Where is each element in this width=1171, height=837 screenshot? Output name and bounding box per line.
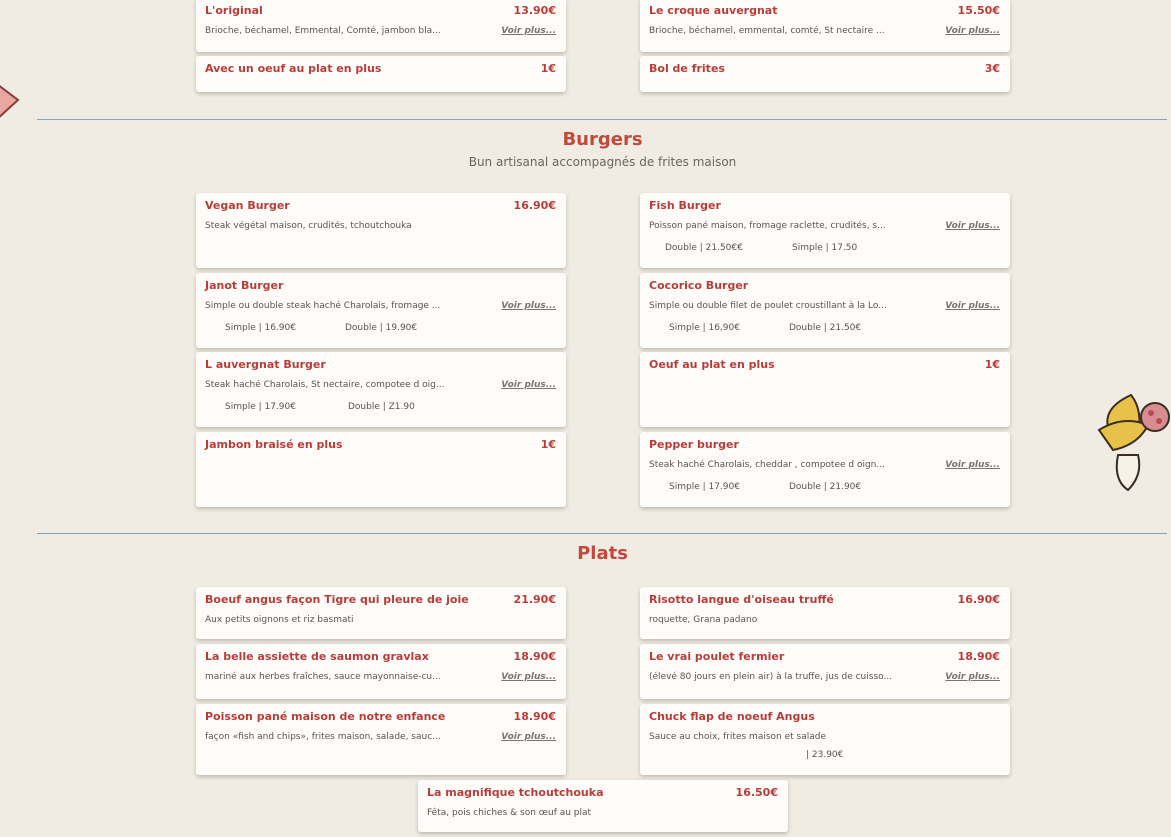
item-description: Steak végétal maison, crudités, tchoutchouka bbox=[205, 221, 412, 231]
voir-plus-link[interactable]: Voir plus... bbox=[501, 732, 556, 742]
price-option-double[interactable]: Double | 19.90€ bbox=[345, 323, 418, 333]
menu-item-card[interactable] bbox=[640, 644, 1010, 699]
voir-plus-link[interactable]: Voir plus... bbox=[945, 672, 1000, 682]
price-option-double[interactable]: Double | Z1.90 bbox=[348, 402, 415, 412]
menu-item-card[interactable] bbox=[196, 704, 566, 775]
price-option-double[interactable]: Double | 21.90€ bbox=[789, 482, 862, 492]
section-divider bbox=[37, 119, 1167, 120]
item-price: 16.90€ bbox=[957, 593, 1000, 606]
item-description: Poisson pané maison, fromage raclette, crudités, s... bbox=[649, 221, 886, 231]
item-name: L auvergnat Burger bbox=[205, 358, 326, 371]
menu-item-card[interactable] bbox=[640, 193, 1010, 268]
menu-item-card[interactable] bbox=[196, 273, 566, 348]
item-price: 18.90€ bbox=[513, 710, 556, 723]
voir-plus-link[interactable]: Voir plus... bbox=[945, 221, 1000, 231]
menu-item-card[interactable] bbox=[196, 352, 566, 427]
item-name: Pepper burger bbox=[649, 438, 739, 451]
section-divider bbox=[37, 533, 1167, 534]
menu-item-card[interactable] bbox=[640, 587, 1010, 639]
item-description: Aux petits oignons et riz basmati bbox=[205, 615, 354, 625]
item-name: Le vrai poulet fermier bbox=[649, 650, 785, 663]
menu-item-card[interactable] bbox=[640, 704, 1010, 775]
price-option[interactable]: | 23.90€ bbox=[806, 750, 844, 760]
item-price: 18.90€ bbox=[957, 650, 1000, 663]
item-price: 1€ bbox=[984, 358, 1000, 371]
menu-item-card[interactable] bbox=[640, 56, 1010, 92]
item-name: Poisson pané maison de notre enfance bbox=[205, 710, 446, 723]
section-title-plats: Plats bbox=[577, 543, 628, 564]
item-name: Fish Burger bbox=[649, 199, 721, 212]
item-name: Chuck flap de noeuf Angus bbox=[649, 710, 815, 723]
menu-item-card[interactable] bbox=[196, 193, 566, 268]
item-price: 21.90€ bbox=[513, 593, 556, 606]
item-price: 1€ bbox=[540, 438, 556, 451]
item-price: 18.90€ bbox=[513, 650, 556, 663]
voir-plus-link[interactable]: Voir plus... bbox=[501, 672, 556, 682]
item-name: La belle assiette de saumon gravlax bbox=[205, 650, 429, 663]
voir-plus-link[interactable]: Voir plus... bbox=[945, 26, 1000, 36]
item-description: Fêta, pois chiches & son œuf au plat bbox=[427, 808, 592, 818]
item-description: (élevé 80 jours en plein air) à la truffe, jus de cuisso... bbox=[649, 672, 893, 682]
item-name: L'original bbox=[205, 4, 263, 17]
menu-item-card[interactable] bbox=[196, 644, 566, 699]
voir-plus-link[interactable]: Voir plus... bbox=[501, 26, 556, 36]
item-name: Oeuf au plat en plus bbox=[649, 358, 775, 371]
item-description: Simple ou double steak haché Charolais, fromage ... bbox=[205, 301, 441, 311]
item-description: Steak haché Charolais, cheddar , compotee d oign... bbox=[649, 460, 885, 470]
item-name: Avec un oeuf au plat en plus bbox=[205, 62, 382, 75]
item-description: mariné aux herbes fraîches, sauce mayonnaise-cu... bbox=[205, 672, 441, 682]
item-description: Simple ou double filet de poulet croustillant à la Lo... bbox=[649, 301, 887, 311]
menu-item-card[interactable] bbox=[196, 0, 566, 52]
section-title-burgers: Burgers bbox=[562, 129, 643, 150]
item-description: Brioche, béchamel, emmental, comté, St nectaire ... bbox=[649, 26, 885, 36]
price-option-simple[interactable]: Simple | 16.90€ bbox=[225, 323, 296, 333]
price-option-simple[interactable]: Simple | 16,90€ bbox=[669, 323, 740, 333]
price-option-double[interactable]: Double | 21.50€ bbox=[789, 323, 862, 333]
item-price: 16.90€ bbox=[513, 199, 556, 212]
item-name: Vegan Burger bbox=[205, 199, 290, 212]
item-price: 3€ bbox=[984, 62, 1000, 75]
item-name: Boeuf angus façon Tigre qui pleure de joie bbox=[205, 593, 469, 606]
voir-plus-link[interactable]: Voir plus... bbox=[501, 380, 556, 390]
voir-plus-link[interactable]: Voir plus... bbox=[501, 301, 556, 311]
price-option-simple[interactable]: Simple | 17.50 bbox=[792, 243, 858, 253]
voir-plus-link[interactable]: Voir plus... bbox=[945, 460, 1000, 470]
item-name: Janot Burger bbox=[205, 279, 284, 292]
item-name: Jambon braisé en plus bbox=[205, 438, 343, 451]
menu-item-card[interactable] bbox=[196, 432, 566, 507]
menu-item-card[interactable] bbox=[640, 273, 1010, 348]
item-price: 15.50€ bbox=[957, 4, 1000, 17]
item-description: Steak haché Charolais, St nectaire, compotee d oig... bbox=[205, 380, 445, 390]
item-name: Cocorico Burger bbox=[649, 279, 749, 292]
item-price: 1€ bbox=[540, 62, 556, 75]
item-price: 13.90€ bbox=[513, 4, 556, 17]
item-description: roquette, Grana padano bbox=[649, 615, 758, 625]
flower-decoration-right bbox=[1093, 365, 1171, 500]
item-description: façon «fish and chips», frites maison, salade, sauc... bbox=[205, 732, 441, 742]
item-name: Le croque auvergnat bbox=[649, 4, 778, 17]
section-subtitle-burgers: Bun artisanal accompagnés de frites maison bbox=[468, 155, 737, 169]
menu-item-card[interactable] bbox=[196, 587, 566, 639]
price-option-simple[interactable]: Simple | 17.90€ bbox=[225, 402, 296, 412]
price-option-simple[interactable]: Simple | 17.90€ bbox=[669, 482, 740, 492]
item-description: Brioche, béchamel, Emmental, Comté, jambon bla... bbox=[205, 26, 441, 36]
voir-plus-link[interactable]: Voir plus... bbox=[945, 301, 1000, 311]
menu-item-card[interactable] bbox=[640, 432, 1010, 507]
menu-item-card[interactable] bbox=[640, 352, 1010, 427]
price-option-double[interactable]: Double | 21.50€€ bbox=[665, 243, 743, 253]
menu-item-card[interactable] bbox=[640, 0, 1010, 52]
item-price: 16.50€ bbox=[735, 786, 778, 799]
item-name: Risotto langue d'oiseau truffé bbox=[649, 593, 834, 606]
item-name: Bol de frites bbox=[649, 62, 725, 75]
menu-item-card[interactable] bbox=[418, 780, 788, 832]
item-name: La magnifique tchoutchouka bbox=[427, 786, 604, 799]
menu-item-card[interactable] bbox=[196, 56, 566, 92]
item-description: Sauce au choix, frites maison et salade bbox=[649, 732, 826, 742]
